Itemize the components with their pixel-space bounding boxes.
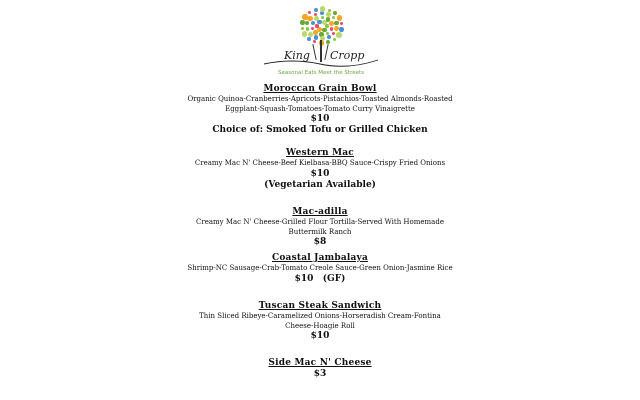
logo-swoosh bbox=[262, 54, 380, 68]
item-title: Mac-adilla bbox=[292, 207, 348, 217]
tree-leaf bbox=[302, 14, 307, 19]
tree-leaf bbox=[330, 27, 333, 30]
item-description: Shrimp-NC Sausage-Crab-Tomato Creole Sauce-Green Onion-Jasmine Rice bbox=[187, 264, 453, 272]
item-title: Tuscan Steak Sandwich bbox=[258, 301, 382, 311]
tree-leaf bbox=[307, 16, 312, 21]
tree-leaf bbox=[305, 21, 309, 25]
tree-leaf bbox=[332, 16, 335, 19]
king-cropp-logo bbox=[262, 6, 380, 80]
item-price: $10 bbox=[310, 331, 330, 341]
logo-tagline: Seasonal Eats Meet the Streets bbox=[278, 70, 364, 76]
tree-fork-icon bbox=[294, 6, 350, 50]
tree-leaf bbox=[315, 24, 318, 27]
tree-leaf bbox=[308, 11, 311, 14]
tree-leaf bbox=[321, 16, 324, 19]
menu-item-side-mac-n-cheese bbox=[0, 358, 640, 380]
item-price: $3 bbox=[313, 369, 327, 379]
item-note: (Vegetarian Available) bbox=[264, 179, 376, 190]
tree-leaf bbox=[333, 38, 336, 41]
tree-leaf bbox=[317, 20, 321, 24]
item-note: Choice of: Smoked Tofu or Grilled Chicken bbox=[212, 125, 428, 135]
logo-word-right: Cropp bbox=[330, 49, 365, 62]
tree-leaf bbox=[314, 13, 317, 16]
tree-leaf bbox=[339, 27, 343, 31]
tree-leaf bbox=[320, 11, 324, 15]
tree-leaf bbox=[300, 20, 304, 24]
item-price: $8 bbox=[313, 237, 327, 247]
tree-leaf bbox=[325, 24, 328, 27]
item-description: Creamy Mac N' Cheese-Grilled Flour Tortilla-Served With Homemade Buttermilk Ranch bbox=[196, 218, 444, 236]
tree-leaf bbox=[314, 8, 318, 12]
tree-leaf bbox=[307, 37, 311, 41]
item-title: Coastal Jambalaya bbox=[271, 253, 369, 263]
menu-item-coastal-jambalaya bbox=[0, 253, 640, 285]
item-title: Western Mac bbox=[286, 148, 354, 158]
tree-leaf bbox=[311, 21, 315, 25]
tree-leaf bbox=[326, 12, 331, 17]
item-price: $10 bbox=[310, 168, 330, 179]
tree-leaf bbox=[326, 32, 329, 35]
tree-leaf bbox=[301, 27, 304, 30]
item-description: Organic Quinoa-Cranberries-Apricots-Pistachios-Toasted Almonds-Roasted Eggplant-Squash-Tomatoes-Tomato Curry Vinaigrette bbox=[187, 95, 453, 113]
item-price: $10 (GF) bbox=[294, 273, 346, 284]
menu-item-western-mac bbox=[0, 148, 640, 191]
tree-leaf bbox=[313, 40, 316, 43]
tree-leaf bbox=[306, 27, 309, 30]
item-title: Side Mac N' Cheese bbox=[268, 358, 372, 368]
tree-leaf bbox=[327, 35, 331, 39]
tree-leaf bbox=[308, 32, 313, 37]
item-title: Moroccan Grain Bowl bbox=[263, 84, 377, 94]
tree-leaf bbox=[320, 6, 325, 11]
logo-word-left: King bbox=[284, 49, 310, 62]
tree-leaf bbox=[313, 30, 318, 35]
tree-leaf bbox=[328, 9, 331, 12]
tree-leaf bbox=[332, 32, 335, 35]
menu-item-mac-adilla bbox=[0, 207, 640, 248]
tree-leaf bbox=[314, 35, 318, 39]
tree-leaf bbox=[340, 22, 343, 25]
item-price: $10 bbox=[310, 114, 330, 124]
item-description: Creamy Mac N' Cheese-Beef Kielbasa-BBQ Sauce-Crispy Fried Onions bbox=[194, 159, 446, 167]
menu-item-tuscan-steak-sandwich bbox=[0, 301, 640, 342]
tree-leaf bbox=[302, 31, 307, 36]
tree-leaf bbox=[336, 32, 341, 37]
tree-leaf bbox=[334, 21, 338, 25]
tree-leaf bbox=[337, 15, 342, 20]
menu-item-moroccan-grain-bowl bbox=[0, 84, 640, 136]
item-description: Thin Sliced Ribeye-Caramelized Onions-Horseradish Cream-Fontina Cheese-Hoagie Roll bbox=[199, 312, 441, 330]
tree-leaf bbox=[311, 27, 314, 30]
